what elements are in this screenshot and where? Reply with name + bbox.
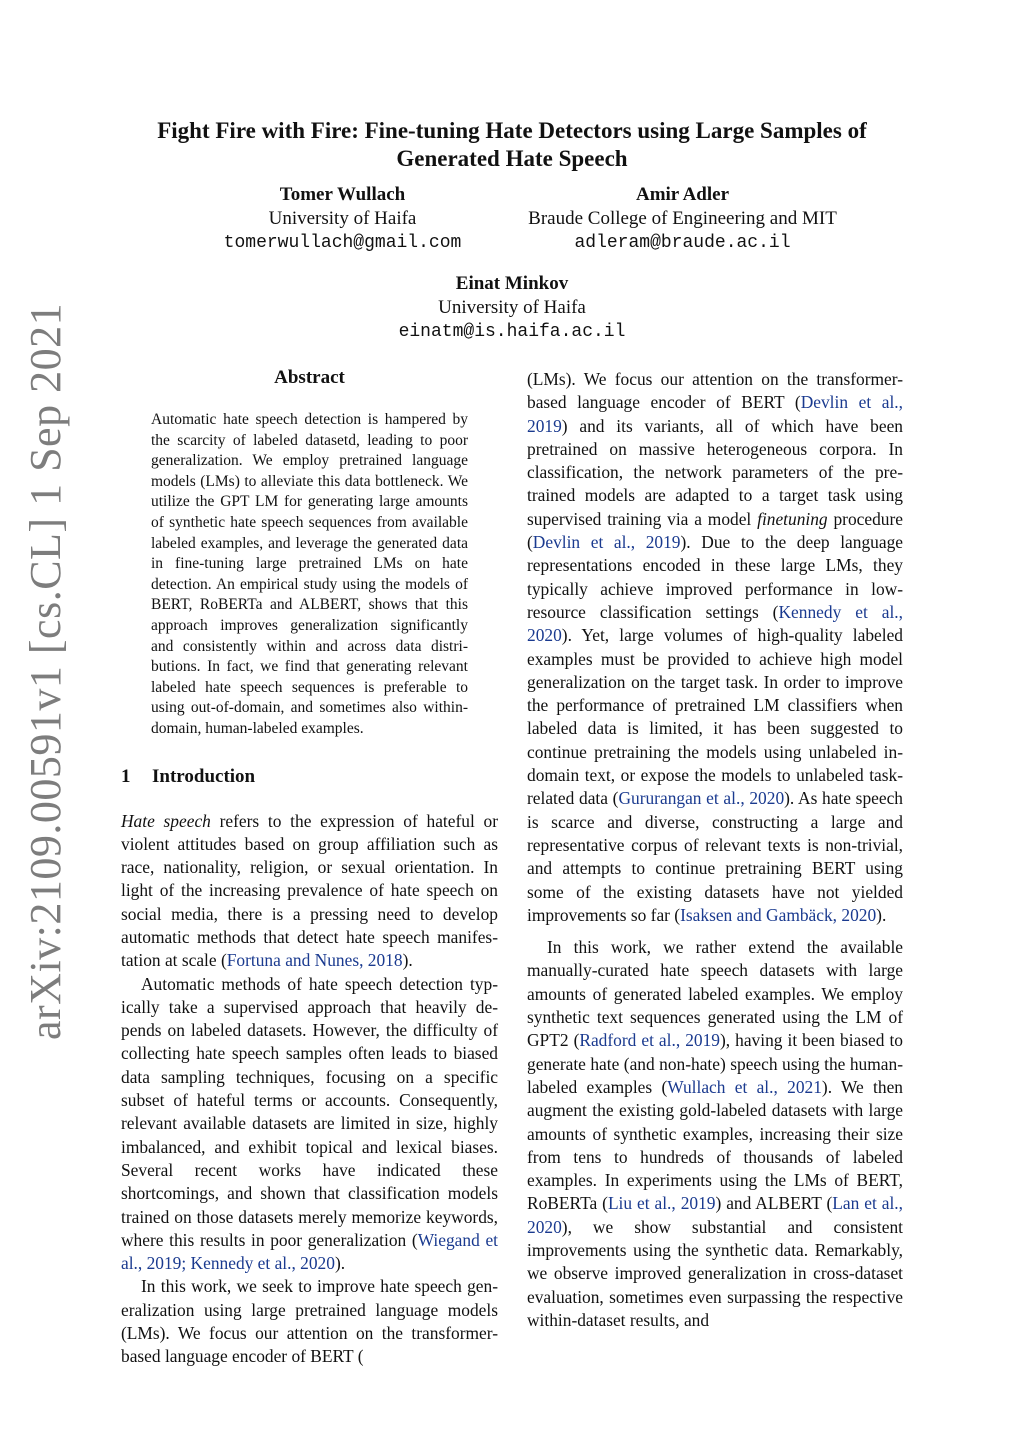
author-affiliation: Braude College of Engineering and MIT xyxy=(528,208,837,229)
author-block xyxy=(190,183,495,255)
citation-link[interactable]: Liu et al., 2019 xyxy=(607,1193,716,1214)
paragraph-text: In this work, we rather extend the available manually-curated hate speech datasets with large amounts of generated labeled examples. We employ synthetic text sequences generated using the LM of GPT2 ( xyxy=(527,937,903,1051)
citation-link[interactable]: Fortuna and Nunes, 2018 xyxy=(226,950,403,971)
paragraph-text: procedure ( xyxy=(527,508,904,553)
paragraph xyxy=(121,810,498,973)
author-block xyxy=(505,183,860,255)
term: Hate speech xyxy=(121,810,211,831)
abstract-heading: Abstract xyxy=(274,367,345,388)
citation-link[interactable]: Devlin et al., 2019 xyxy=(527,392,903,436)
author-name: Amir Adler xyxy=(635,184,730,205)
author-email: tomerwullach@gmail.com xyxy=(223,233,462,253)
citation-link[interactable]: Wullach et al., 2021 xyxy=(667,1076,822,1097)
paper-title: Fight Fire with Fire: Fine-tuning Hate Detectors using Large Samples of Generated Hate Speech xyxy=(157,118,867,171)
paragraph-text: ). xyxy=(334,1253,346,1274)
paragraph xyxy=(121,973,498,1276)
left-column xyxy=(121,366,498,1367)
section-title: Introduction xyxy=(152,765,256,787)
arxiv-identifier: arXiv:2109.00591v1 [cs.CL] 1 Sep 2021 xyxy=(21,302,70,1040)
paragraph xyxy=(527,936,903,1332)
paragraph-text: refers to the expression of hateful or violent attitudes based on group affiliation such as race, nationality, religion, or sexual orientation. In light of the increasing prevalence of hate speech on social media, there is a pressing need to develop automatic methods that detect hate speech manifestation at scale ( xyxy=(121,810,498,971)
citation-link[interactable]: Kennedy et al., 2020 xyxy=(527,601,903,646)
citation-link[interactable]: Isaksen and Gambäck, 2020 xyxy=(680,904,877,925)
author-email: adleram@braude.ac.il xyxy=(574,233,791,253)
right-column xyxy=(527,368,903,1332)
author-name: Einat Minkov xyxy=(455,273,569,294)
paragraph xyxy=(121,1275,498,1367)
paragraph-text: In this work, we seek to improve hate speech generalization using large pretrained language models (LMs). We focus our attention on the transformer-based language encoder of BERT ( xyxy=(121,1276,498,1367)
paragraph-text: ). xyxy=(402,950,413,971)
author-affiliation: University of Haifa xyxy=(438,297,586,318)
paragraph-text: (LMs). We focus our attention on the transformer-based language encoder of BERT ( xyxy=(527,369,903,413)
author-email: einatm@is.haifa.ac.il xyxy=(398,322,626,342)
section-heading xyxy=(121,765,498,789)
citation-link[interactable]: Gururangan et al., 2020 xyxy=(618,788,785,809)
citation-link[interactable]: Radford et al., 2019 xyxy=(579,1030,720,1051)
paragraph-text: Automatic methods of hate speech detection typically take a supervised approach that heavily depends on labeled datasets. However, the difficulty of collecting hate speech samples often leads to biased data sampling techniques, focusing on a specific subset of hateful terms or accounts. Consequently, relevant available datasets are limited in size, highly imbalanced, and exhibit topical and lexical biases. Several recent works have indicated these shortcomings, and shown that classification models trained on those datasets merely memorize keywords, where this results in poor generalization ( xyxy=(121,973,498,1250)
author-block xyxy=(340,272,684,344)
author-affiliation: University of Haifa xyxy=(268,208,417,229)
section-number: 1 xyxy=(121,765,131,787)
paragraph-text: ) and its variants, all of which have been pretrained on massive heterogeneous corpora. In classification, the network parameters of the pretrained models are adapted to a target task using supervised training via a model xyxy=(527,415,903,529)
citation-link[interactable]: Devlin et al., 2019 xyxy=(532,532,681,553)
paragraph-text: ), we show substantial and consistent improvements using the synthetic data. Remarkably, we observe improved generalization in cross-dataset evaluation, sometimes even surpassing the respective within-dataset results, and xyxy=(527,1216,903,1330)
paragraph-text: ). Due to the deep language representations encoded in these large LMs, they typically achieve improved performance in low-resource classification settings ( xyxy=(527,532,903,622)
citation-link[interactable]: Lan et al., 2020 xyxy=(527,1193,904,1237)
paragraph-text: ). As hate speech is scarce and diverse, constructing a large and representative corpus of relevant texts is non-trivial, and attempts to continue pretraining BERT using some of the existing datasets have not yielded improvements so far ( xyxy=(527,788,903,925)
citation-link[interactable]: Wiegand et al., 2019; Kennedy et al., 2020 xyxy=(121,1229,498,1274)
author-name: Tomer Wullach xyxy=(279,184,406,205)
paragraph-text: ) and ALBERT ( xyxy=(715,1193,833,1214)
paragraph-text: ). Yet, large volumes of high-quality labeled examples must be provided to achieve high model generalization on the target task. In order to improve the performance of pretrained LM classifiers when labeled data is limited, it has been suggested to continue pretraining the models using unlabeled in-domain text, or expose the models to unlabeled task-related data ( xyxy=(527,625,903,809)
paragraph-text: ). xyxy=(876,904,887,925)
paragraph-text: ), having it been biased to generate hate (and non-hate) speech using the human-labeled examples ( xyxy=(527,1030,903,1097)
paragraph-continued xyxy=(527,368,903,927)
abstract-text: Automatic hate speech detection is hampered by the scarcity of labeled datasetd, leading to poor generalization. We employ pretrained language models (LMs) to alleviate this data bottleneck. We utilize the GPT LM for generating large amounts of synthetic hate speech sequences from available labeled examples, and leverage the generated data in fine-tuning large pretrained LMs on hate detection. An empirical study using the models of BERT, RoBERTa and ALBERT, shows that this approach improves generalization significantly and consistently within and across data distributions. In fact, we find that generating relevant labeled hate speech sequences is preferable to using out-of-domain, and sometimes also within-domain, human-labeled examples. xyxy=(151,411,468,737)
emphasis: finetuning xyxy=(757,508,828,529)
paragraph-text: ). We then augment the existing gold-labeled datasets with large amounts of synthetic examples, increasing their size from tens to hundreds of thousands of labeled examples. In experiments using the LMs of BERT, RoBERTa ( xyxy=(527,1076,903,1214)
